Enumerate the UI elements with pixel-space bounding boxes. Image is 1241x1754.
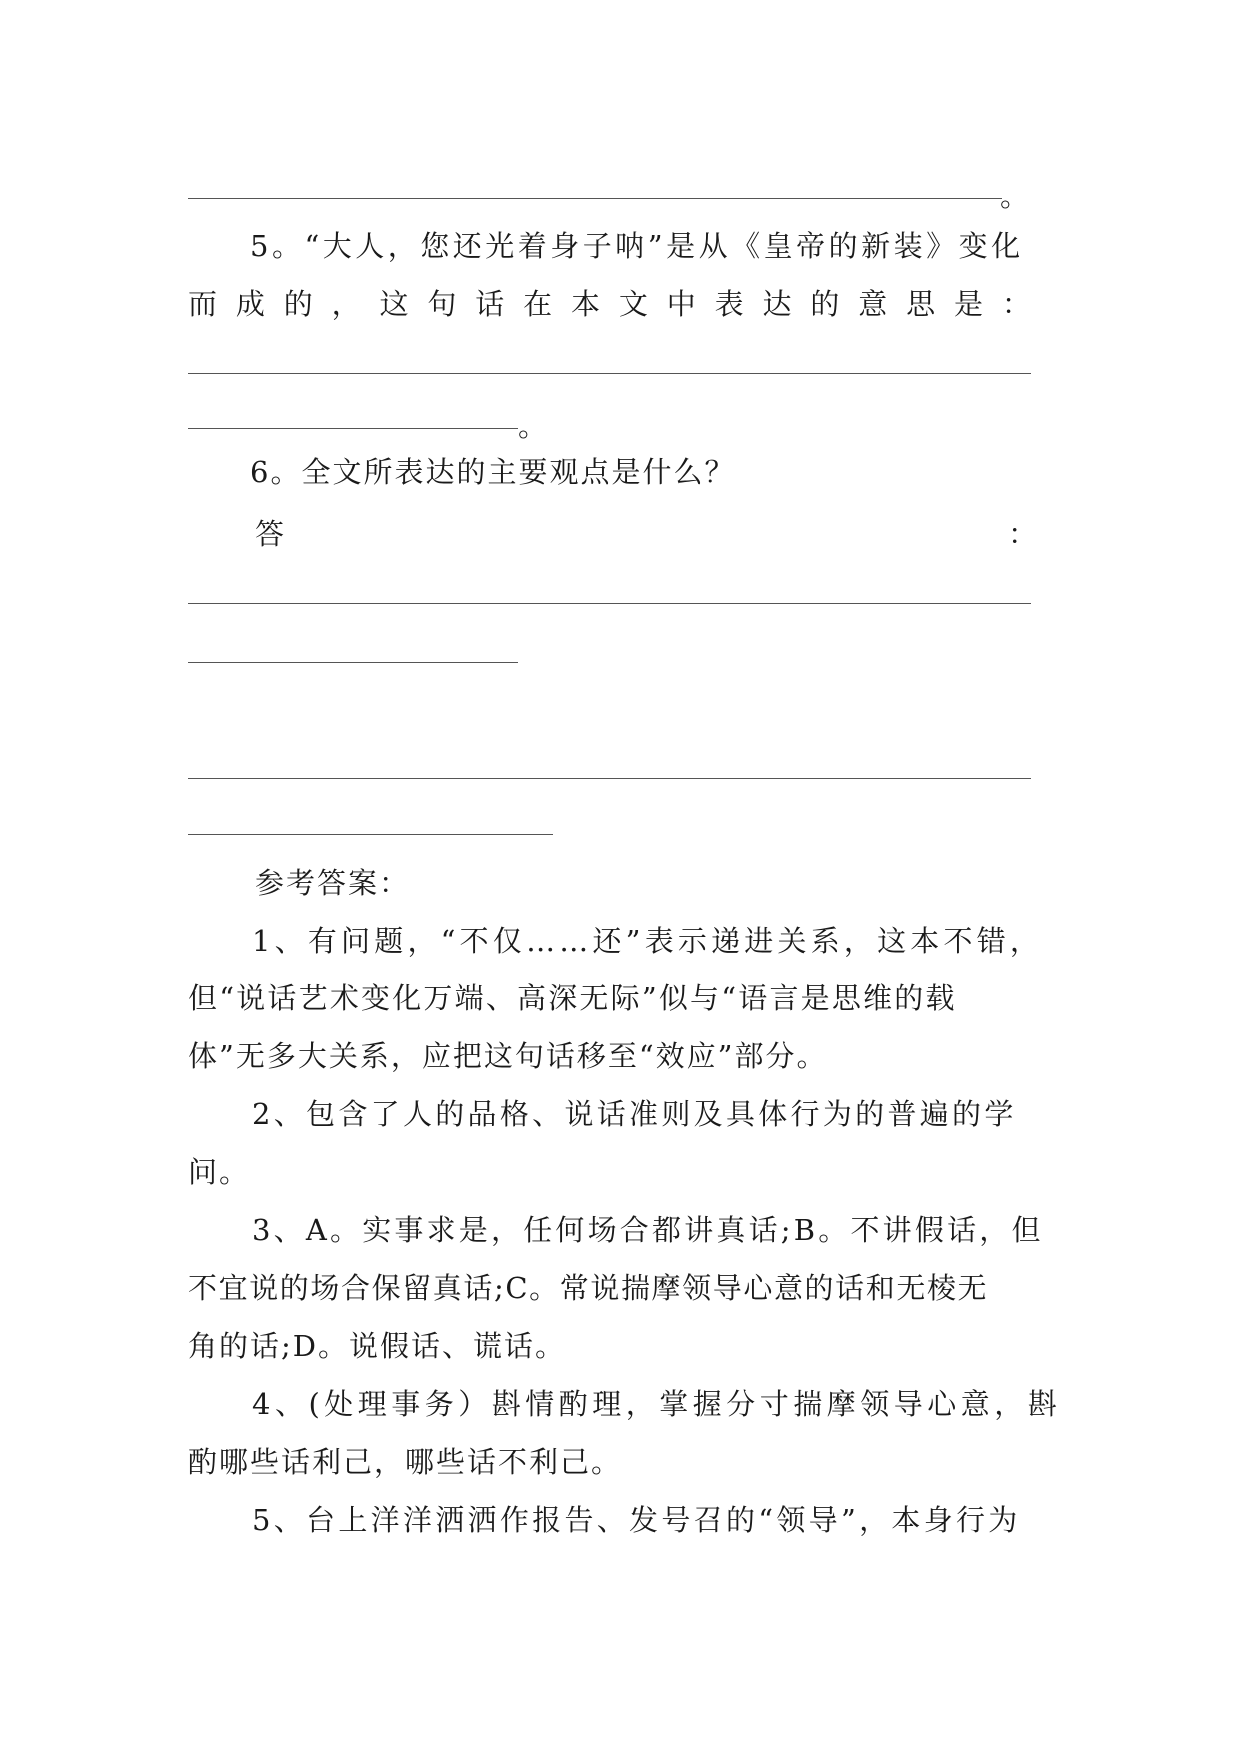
- answer-3-line-2: 不宜说的场合保留真话;C。常说揣摩领导心意的话和无棱无: [188, 1271, 989, 1305]
- sentence-end-period: 。: [518, 409, 550, 443]
- question-5-char: 句: [427, 287, 459, 321]
- answer-blank-line: [188, 603, 1031, 604]
- answer-4-line-1: 4、(处理事务）斟情酌理，掌握分寸揣摩领导心意，斟: [252, 1387, 1062, 1421]
- question-5-line-1: 5。“大人，您还光着身子呐”是从《皇帝的新装》变化: [250, 229, 1024, 263]
- answer-colon: ：: [1008, 517, 1040, 551]
- question-5-char: 在: [523, 287, 555, 321]
- question-5-char: 中: [666, 287, 698, 321]
- answer-blank-line: [188, 198, 1002, 199]
- question-5-char: 本: [571, 287, 603, 321]
- question-5-char: 文: [618, 287, 650, 321]
- question-5-char: 是: [954, 287, 986, 321]
- question-5-char: 表: [714, 287, 746, 321]
- answer-1-line-3: 体”无多大关系，应把这句话移至“效应”部分。: [188, 1039, 828, 1073]
- answer-blank-line: [188, 778, 1031, 779]
- answer-blank-line: [188, 373, 1031, 374]
- answer-blank-line: [188, 834, 553, 835]
- answer-blank-line: [188, 428, 518, 429]
- answer-2-line-1: 2、包含了人的品格、说话准则及具体行为的普遍的学: [252, 1097, 1017, 1131]
- answer-2-line-2: 问。: [188, 1155, 251, 1189]
- answer-4-line-2: 酌哪些话利己，哪些话不利己。: [188, 1445, 623, 1479]
- question-5-char: 的: [810, 287, 842, 321]
- question-5-char: 而: [188, 287, 220, 321]
- answer-label: 答: [255, 517, 287, 551]
- answer-1-line-2: 但“说话艺术变化万端、高深无际”似与“语言是思维的载: [188, 981, 957, 1015]
- question-5-char: 成: [235, 287, 267, 321]
- question-6: 6。全文所表达的主要观点是什么？: [250, 455, 736, 489]
- question-5-char: 思: [906, 287, 938, 321]
- answer-5-line-1: 5、台上洋洋洒洒作报告、发号召的“领导”，本身行为: [252, 1503, 1021, 1537]
- answers-heading: 参考答案：: [255, 866, 411, 900]
- answer-1-line-1: 1、有问题，“不仅……还”表示递进关系，这本不错，: [252, 924, 1044, 958]
- question-5-char: 意: [858, 287, 890, 321]
- question-5-char: ，: [331, 287, 363, 321]
- question-5-char: ：: [1001, 287, 1033, 321]
- question-5-char: 这: [379, 287, 411, 321]
- answer-3-line-3: 角的话;D。说假话、谎话。: [188, 1329, 567, 1363]
- sentence-end-period: 。: [1000, 179, 1032, 213]
- question-5-char: 达: [762, 287, 794, 321]
- question-5-char: 的: [283, 287, 315, 321]
- answer-blank-line: [188, 662, 518, 663]
- question-5-char: 话: [475, 287, 507, 321]
- question-5-line-2: [188, 284, 1033, 324]
- answer-3-line-1: 3、A。实事求是，任何场合都讲真话;B。不讲假话，但: [252, 1213, 1044, 1247]
